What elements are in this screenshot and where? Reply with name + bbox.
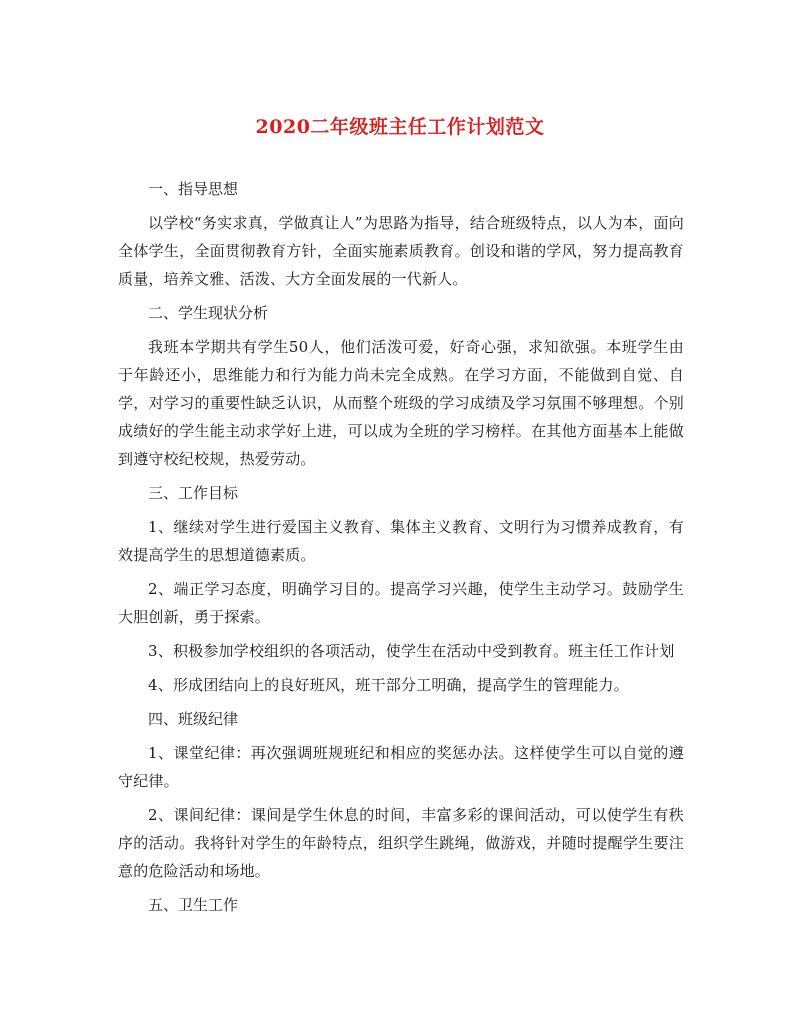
section-heading-hygiene-work: 五、卫生工作 [148,896,239,914]
paragraph-student-status: 我班本学期共有学生50人，他们活泼可爱，好奇心强，求知欲强。本班学生由于年龄还小，思维能力和行为能力尚未完全成熟。在学习方面，不能做到自觉、自学，对学习的重要性缺乏认识，从而整个班级的学习成绩及学习氛围不够理想。个别成绩好的学生能主动求学好上进，可以成为全班的学习榜样。在其他方面基本上能做到遵守校纪校规，热爱劳动。 [118,338,684,468]
paragraph-goal-2: 2、端正学习态度，明确学习目的。提高学习兴趣，使学生主动学习。鼓励学生大胆创新，勇于探索。 [118,580,684,626]
paragraph-goal-3: 3、积极参加学校组织的各项活动，使学生在活动中受到教育。班主任工作计划 [148,642,675,660]
section-heading-class-discipline: 四、班级纪律 [148,710,239,728]
section-heading-work-goals: 三、工作目标 [148,484,239,502]
paragraph-goal-4: 4、形成团结向上的良好班风，班干部分工明确，提高学生的管理能力。 [148,676,629,694]
paragraph-goal-1: 1、继续对学生进行爱国主义教育、集体主义教育、文明行为习惯养成教育，有效提高学生的思想道德素质。 [118,518,684,564]
paragraph-discipline-1: 1、课堂纪律：再次强调班规班纪和相应的奖惩办法。这样使学生可以自觉的遵守纪律。 [118,744,684,790]
document-title: 2020二年级班主任工作计划范文 [255,116,545,138]
paragraph-guiding-ideology: 以学校“务实求真，学做真让人”为思路为指导，结合班级特点，以人为本，面向全体学生，全面贯彻教育方针，全面实施素质教育。创设和谐的学风，努力提高教育质量，培养文雅、活泼、大方全面发展的一代新人。 [118,214,684,288]
section-heading-student-status: 二、学生现状分析 [148,304,269,322]
section-heading-guiding-ideology: 一、指导思想 [148,180,239,198]
paragraph-discipline-2: 2、课间纪律：课间是学生休息的时间，丰富多彩的课间活动，可以使学生有秩序的活动。我将针对学生的年龄特点，组织学生跳绳，做游戏，并随时提醒学生要注意的危险活动和场地。 [118,806,684,880]
document-body [118,175,684,925]
